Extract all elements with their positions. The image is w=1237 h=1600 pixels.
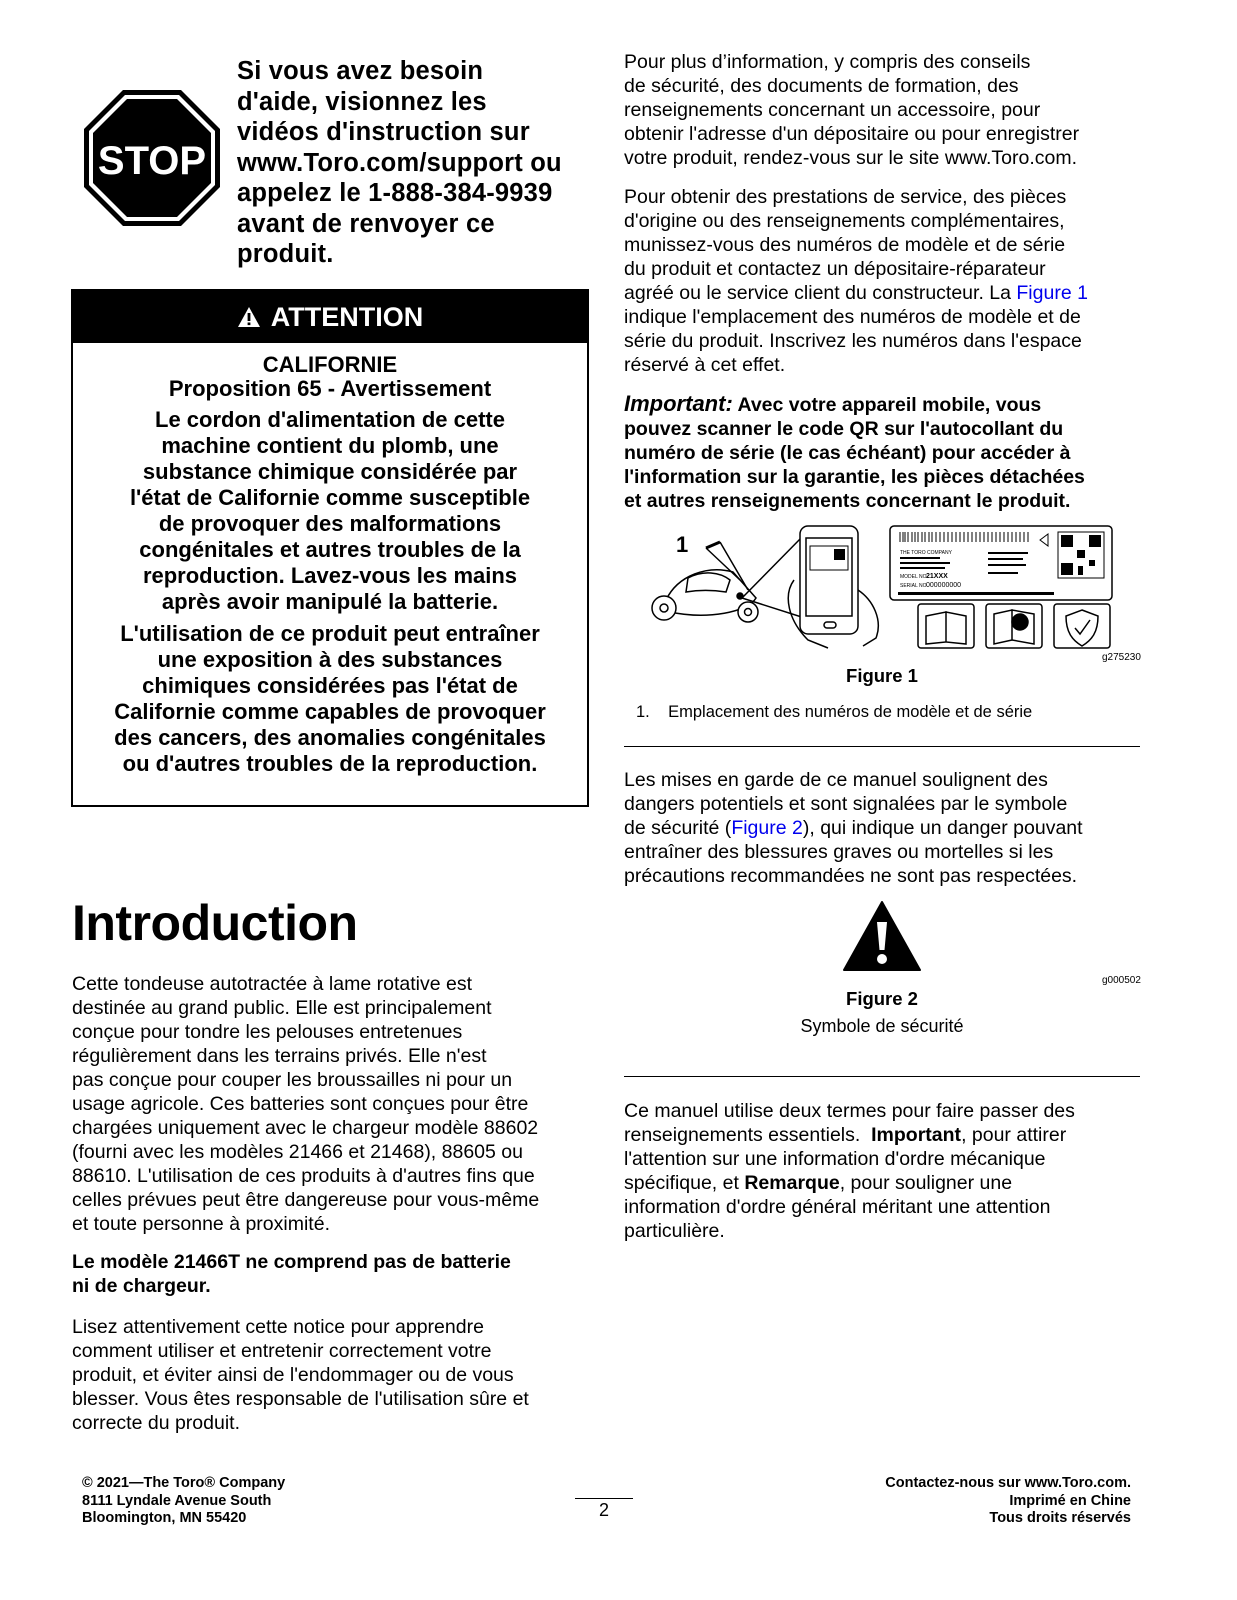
text-line: votre produit, rendez-vous sur le site www.Toro.com. [624, 147, 1078, 169]
footer-contact [800, 1475, 1131, 1528]
figure-2-code: g000502 [1102, 975, 1141, 986]
text-line: réservé à cet effet. [624, 354, 786, 376]
warning-line: substance chimique considérée par [142, 459, 518, 484]
text-fragment: spécifique, et [624, 1172, 745, 1194]
warning-line: ou d'autres troubles de la reproduction. [122, 751, 538, 776]
text-line: série du produit. Inscrivez les numéros dans l'espace [624, 330, 1082, 352]
stop-line: appelez le 1-888-384-9939 [237, 179, 553, 207]
figure-2-subtitle: Symbole de sécurité [800, 1016, 964, 1036]
text-fragment: , pour attirer [961, 1124, 1067, 1146]
divider [624, 746, 1140, 747]
text-fragment: renseignements essentiels. [624, 1124, 872, 1146]
warning-header-label: ATTENTION [270, 301, 424, 332]
term-important: Important [871, 1124, 962, 1146]
text-line [624, 816, 1149, 840]
figure-1-illustration [648, 520, 1138, 652]
stop-line: vidéos d'instruction sur [237, 118, 530, 146]
text-line: du produit et contactez un dépositaire-réparateur [624, 258, 1046, 280]
text-line: l'information sur la garantie, les pièces détachées [624, 466, 1085, 488]
text-line: blesser. Vous êtes responsable de l'utilisation sûre et [72, 1388, 529, 1410]
intro-paragraph-read-manual [72, 1315, 597, 1435]
figure-1-caption: Figure 1 [846, 665, 918, 686]
stop-line: avant de renvoyer ce [237, 209, 495, 238]
text-line: conçue pour tondre les pelouses entretenues [72, 1021, 463, 1043]
text-fragment: de sécurité ( [624, 817, 732, 839]
text-line: renseignements concernant un accessoire, pour [624, 99, 1041, 121]
text-fragment: , pour souligner une [839, 1172, 1013, 1194]
warning-line: l'état de Californie comme susceptible [129, 485, 531, 510]
safety-paragraph [624, 768, 1149, 888]
stop-line: Si vous avez besoin [237, 57, 484, 85]
divider [624, 1076, 1140, 1077]
text-line: et toute personne à proximité. [72, 1213, 330, 1235]
text-line [624, 392, 1149, 417]
text-line: précautions recommandées ne sont pas respectées. [624, 865, 1078, 887]
footer-address [82, 1475, 285, 1528]
text-line: pouvez scanner le code QR sur l'autocollant du [624, 418, 1064, 440]
warning-region: CALIFORNIE [262, 352, 398, 377]
text-line: Lisez attentivement cette notice pour apprendre [72, 1316, 484, 1338]
serial-label-icon [890, 526, 1112, 600]
footer-line: 8111 Lyndale Avenue South [82, 1492, 272, 1509]
text-line: chargées uniquement avec le chargeur modèle 88602 [72, 1117, 539, 1139]
text-line: numéro de série (le cas échéant) pour accéder à [624, 442, 1071, 464]
text-line: (fourni avec les modèles 21466 et 21468), 88605 ou [72, 1141, 523, 1163]
footer-line: Bloomington, MN 55420 [82, 1510, 247, 1526]
warning-triangle-icon [237, 306, 261, 328]
figure-2-link[interactable]: Figure 2 [731, 817, 803, 839]
text-line: régulièrement dans les terrains privés. Elle n'est [72, 1045, 487, 1067]
text-line: dangers potentiels et sont signalées par le symbole [624, 793, 1068, 815]
section-title: Introduction [72, 895, 358, 951]
stop-line: produit. [237, 240, 334, 268]
text-line: usage agricole. Ces batteries sont conçues pour être [72, 1093, 529, 1115]
label-serial-value: 000000000 [926, 582, 962, 589]
warning-line: après avoir manipulé la batterie. [161, 589, 499, 614]
stop-line: d'aide, visionnez les [237, 87, 487, 116]
service-tools-icon [986, 604, 1042, 648]
figure-1-code: g275230 [1102, 652, 1141, 663]
warning-paragraph-exposure [85, 621, 575, 777]
footer-line: Tous droits réservés [989, 1510, 1131, 1526]
text-line [624, 1171, 1149, 1195]
text-line: 88610. L'utilisation de ces produits à d'autres fins que [72, 1165, 535, 1187]
warning-line: reproduction. Lavez-vous les mains [142, 563, 518, 588]
text-line [624, 281, 1149, 305]
warning-subtitle: Proposition 65 - Avertissement [168, 376, 492, 401]
text-line: Pour obtenir des prestations de service, des pièces [624, 186, 1067, 208]
text-line: Ce manuel utilise deux termes pour faire passer des [624, 1100, 1075, 1122]
text-line: comment utiliser et entretenir correctement votre [72, 1340, 492, 1362]
text-line: correcte du produit. [72, 1412, 241, 1434]
service-paragraph [624, 185, 1149, 377]
warning-header [73, 291, 587, 343]
warning-line: L'utilisation de ce produit peut entraîner [120, 621, 540, 646]
text-line: ni de chargeur. [72, 1275, 211, 1297]
text-line: information d'ordre général méritant une attention [624, 1196, 1051, 1218]
term-remarque: Remarque [744, 1172, 840, 1194]
warning-line: Le cordon d'alimentation de cette [155, 407, 505, 432]
warning-line: des cancers, des anomalies congénitales [114, 725, 546, 750]
text-line: celles prévues peut être dangereuse pour vous-même [72, 1189, 540, 1211]
warning-line: Californie comme capables de provoquer [114, 699, 546, 724]
figure-1-callout: 1 [676, 532, 689, 557]
text-line: Cette tondeuse autotractée à lame rotative est [72, 973, 472, 995]
text-line: destinée au grand public. Elle est principalement [72, 997, 492, 1019]
text-line: de sécurité, des documents de formation, des [624, 75, 1019, 97]
text-line [624, 1123, 1149, 1147]
text-line: particulière. [624, 1220, 725, 1242]
label-serial: SERIAL NO. [900, 583, 928, 589]
page-number: 2 [575, 1498, 633, 1521]
text-line: entraîner des blessures graves ou mortelles si les [624, 841, 1054, 863]
terms-paragraph [624, 1099, 1149, 1243]
footer-line: © 2021—The Toro® Company [82, 1475, 286, 1491]
important-qr-note [624, 392, 1149, 513]
text-line: l'attention sur une information d'ordre mécanique [624, 1148, 1046, 1170]
text-fragment: ), qui indique un danger pouvant [802, 817, 1083, 839]
important-label: Important: [624, 391, 733, 416]
text-line: Les mises en garde de ce manuel soulignent des [624, 769, 1048, 791]
text-line: munissez-vous des numéros de modèle et de série [624, 234, 1066, 256]
figure-1-link[interactable]: Figure 1 [1016, 282, 1088, 304]
intro-paragraph-model-note [72, 1250, 597, 1298]
text-fragment: agréé ou le service client du constructeur. La [624, 282, 1017, 304]
mower-icon [652, 542, 758, 622]
figure-2-caption: Figure 2 [846, 988, 918, 1009]
warning-line: une exposition à des substances [157, 647, 503, 672]
intro-paragraph-purpose [72, 972, 597, 1236]
stop-help-notice [237, 56, 607, 270]
figure-1-legend: 1. Emplacement des numéros de modèle et de série [636, 703, 1033, 721]
warning-line: chimiques considérées pas l'état de [142, 673, 518, 698]
text-line: produit, et éviter ainsi de l'endommager ou de vous [72, 1364, 514, 1386]
label-model: MODEL NO. [900, 574, 928, 580]
label-company: THE TORO COMPANY [900, 550, 952, 556]
footer-line: Imprimé en Chine [1009, 1492, 1131, 1509]
stop-sign-icon [82, 88, 222, 228]
label-model-value: 21XXX [926, 573, 948, 580]
footer-line: Contactez-nous sur www.Toro.com. [885, 1475, 1131, 1491]
info-paragraph [624, 50, 1149, 170]
safety-alert-icon [842, 900, 922, 972]
warning-line: de provoquer des malformations [158, 511, 502, 536]
stop-sign-text: STOP [97, 139, 207, 183]
warning-paragraph-lead [85, 407, 575, 615]
text-line: et autres renseignements concernant le produit. [624, 490, 1071, 512]
prop65-warning-box [71, 289, 589, 807]
warning-line: congénitales et autres troubles de la [139, 537, 521, 562]
text-line: d'origine ou des renseignements complémentaires, [624, 210, 1065, 232]
text-fragment: Avec votre appareil mobile, vous [737, 394, 1042, 416]
stop-line: www.Toro.com/support ou [237, 148, 562, 177]
warning-body [73, 343, 587, 777]
text-line: Le modèle 21466T ne comprend pas de batterie [72, 1251, 511, 1273]
text-line: obtenir l'adresse d'un dépositaire ou pour enregistrer [624, 123, 1080, 145]
warranty-shield-icon [1054, 604, 1110, 648]
text-line: pas conçue pour couper les broussailles ni pour un [72, 1069, 513, 1091]
text-line: Pour plus d’information, y compris des conseils [624, 51, 1031, 73]
warning-line: machine contient du plomb, une [161, 433, 499, 458]
manual-book-icon [918, 604, 974, 648]
text-line: indique l'emplacement des numéros de modèle et de [624, 306, 1081, 328]
phone-icon [788, 526, 878, 648]
